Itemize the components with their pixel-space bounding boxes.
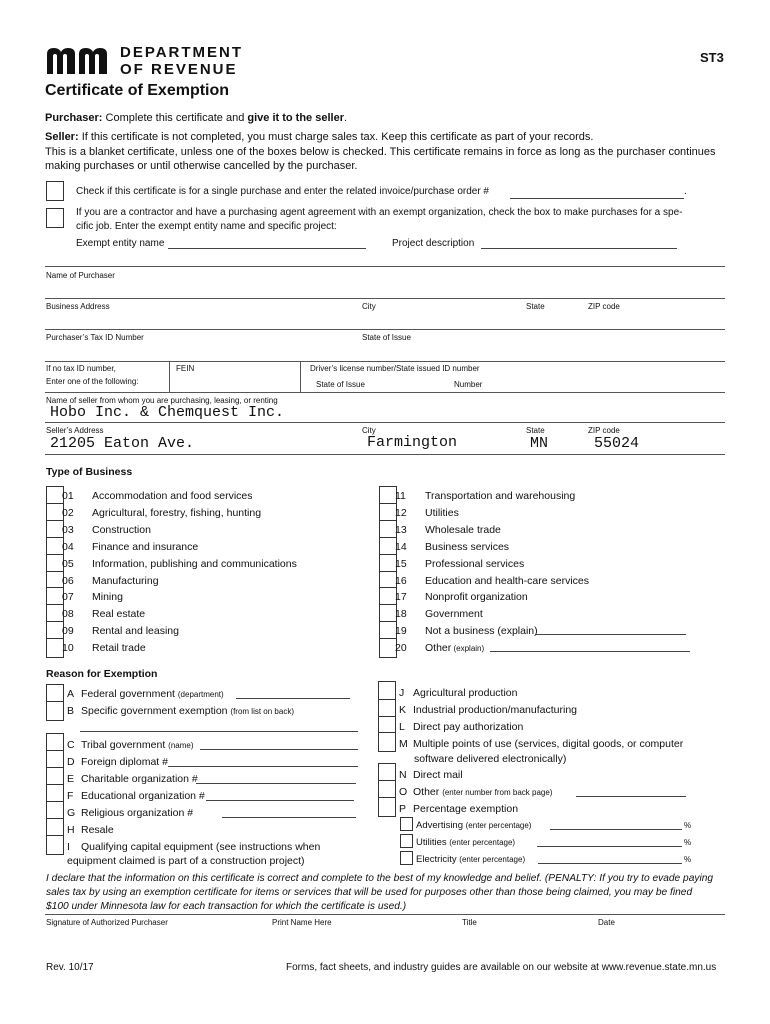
business-item-label: Wholesale trade — [425, 523, 501, 536]
reason-g-field[interactable] — [222, 817, 356, 818]
advertising-checkbox[interactable] — [400, 817, 413, 831]
no-tax-id-label-1: If no tax ID number, — [46, 364, 116, 373]
invoice-number-field[interactable] — [510, 198, 684, 199]
business-item-10 — [62, 642, 146, 654]
seller-address-label: Seller’s Address — [46, 426, 104, 435]
dl-number-label: Number — [454, 380, 483, 389]
reason-f-label: Educational organization # — [81, 790, 205, 802]
reason-d-field[interactable] — [168, 766, 358, 767]
business-item-11 — [395, 490, 575, 502]
logo-text-1: DEPARTMENT — [120, 44, 244, 61]
reason-o-label: Other — [413, 786, 440, 798]
reason-e — [67, 773, 198, 785]
business-item-number: 07 — [62, 591, 74, 604]
business-item-14 — [395, 541, 509, 553]
utilities-checkbox[interactable] — [400, 834, 413, 848]
business-item-number: 18 — [395, 608, 407, 621]
business-item-13 — [395, 524, 501, 536]
exempt-entity-label: Exempt entity name — [76, 238, 165, 249]
reason-d-label: Foreign diplomat # — [81, 756, 168, 768]
reason-b-letter: B — [67, 705, 75, 717]
utilities-pct-field[interactable] — [537, 846, 682, 847]
seller-state-value[interactable]: MN — [530, 435, 549, 452]
business-item-04 — [62, 541, 198, 553]
reason-d — [67, 756, 168, 768]
reason-n-label: Direct mail — [413, 769, 463, 781]
reason-p-checkbox[interactable] — [378, 797, 396, 817]
reason-g-letter: G — [67, 807, 76, 819]
utilities-label: Utilities — [416, 837, 447, 848]
reason-c — [67, 739, 194, 751]
mn-logo-mark — [45, 44, 117, 76]
reason-o — [399, 786, 552, 798]
business-item-number: 19 — [395, 625, 407, 638]
signature-label: Signature of Authorized Purchaser — [46, 918, 168, 927]
not-business-explain-field[interactable] — [536, 634, 686, 635]
reason-h-letter: H — [67, 824, 75, 836]
business-item-03 — [62, 524, 151, 536]
project-field[interactable] — [481, 248, 677, 249]
reason-j-letter: J — [399, 687, 405, 699]
reason-l — [399, 721, 523, 733]
business-item-label: Utilities — [425, 506, 459, 519]
reason-e-label: Charitable organization # — [81, 773, 198, 785]
reason-i-letter: I — [67, 841, 70, 853]
business-item-label: Manufacturing — [92, 574, 159, 587]
reason-c-letter: C — [67, 739, 75, 751]
single-purchase-checkbox[interactable] — [46, 181, 64, 201]
business-item-label: Information, publishing and communications — [92, 557, 297, 570]
electricity-pct-unit: % — [684, 855, 692, 864]
business-item-09 — [62, 625, 179, 637]
reason-l-letter: L — [399, 721, 405, 733]
business-item-number: 12 — [395, 506, 407, 519]
business-item-17 — [395, 591, 528, 603]
business-item-label: Accommodation and food services — [92, 490, 253, 502]
purchaser-text-c: . — [343, 112, 348, 124]
reason-o-letter: O — [399, 786, 408, 798]
reason-n — [399, 769, 463, 781]
seller-name-label: Name of seller from whom you are purchasing, leasing, or renting — [46, 396, 278, 405]
reason-h-label: Resale — [81, 824, 114, 836]
fein-label: FEIN — [176, 364, 195, 373]
reason-heading: Reason for Exemption — [46, 668, 158, 680]
business-item-15 — [395, 558, 524, 570]
seller-address-value[interactable]: 21205 Eaton Ave. — [50, 435, 195, 452]
business-item-number: 04 — [62, 540, 74, 553]
form-code: ST3 — [700, 50, 724, 65]
utilities-item — [416, 837, 515, 848]
business-item-number: 01 — [62, 490, 74, 502]
reason-c-field[interactable] — [200, 749, 358, 750]
business-item-number: 16 — [395, 574, 407, 587]
business-address-label: Business Address — [46, 302, 110, 311]
date-label: Date — [598, 918, 615, 927]
seller-city-label: City — [362, 426, 376, 435]
reason-m-checkbox[interactable] — [378, 732, 396, 752]
business-item-label: Mining — [92, 591, 123, 604]
business-item-label: Retail trade — [92, 642, 146, 655]
seller-state-label: State — [526, 426, 545, 435]
reason-k — [399, 704, 577, 716]
business-item-08 — [62, 608, 145, 620]
seller-label: Seller: — [45, 131, 79, 143]
reason-m-line2: software delivered electronically) — [414, 753, 567, 765]
reason-b-field[interactable] — [80, 731, 358, 732]
reason-p — [399, 803, 518, 815]
page-title: Certificate of Exemption — [45, 82, 230, 99]
state-of-issue-label: State of Issue — [362, 333, 411, 342]
reason-a — [67, 688, 224, 700]
zip-label: ZIP code — [588, 302, 620, 311]
reason-i-checkbox[interactable] — [46, 835, 64, 855]
reason-h — [67, 824, 114, 836]
reason-a-small: (department) — [177, 690, 224, 699]
utilities-pct-unit: % — [684, 838, 692, 847]
footer-note: Forms, fact sheets, and industry guides are available on our website at www.revenue.state.mn.us — [286, 962, 717, 973]
business-item-number: 20 — [395, 642, 407, 655]
electricity-checkbox[interactable] — [400, 851, 413, 865]
business-item-05 — [62, 558, 297, 570]
blanket-line-2: making purchases or until otherwise cancelled by the purchaser. — [45, 160, 358, 172]
business-item-number: 15 — [395, 557, 407, 570]
single-purchase-text: Check if this certificate is for a single purchase and enter the related invoice/purchase order # — [76, 186, 489, 197]
seller-city-value[interactable]: Farmington — [367, 434, 458, 451]
reason-e-letter: E — [67, 773, 75, 785]
mn-logo — [45, 44, 117, 81]
seller-zip-value[interactable]: 55024 — [594, 435, 640, 452]
reason-j — [399, 687, 517, 699]
city-label: City — [362, 302, 376, 311]
business-item-18 — [395, 608, 483, 620]
advertising-small: (enter percentage) — [465, 821, 532, 830]
dl-label: Driver’s license number/State issued ID number — [310, 364, 480, 373]
business-item-label: Real estate — [92, 608, 146, 621]
reason-k-label: Industrial production/manufacturing — [413, 704, 578, 716]
business-item-number: 06 — [62, 574, 74, 587]
business-item-label: Other — [425, 642, 452, 655]
advertising-pct-unit: % — [684, 821, 692, 830]
seller-name-value[interactable]: Hobo Inc. & Chemquest Inc. — [50, 404, 285, 421]
reason-i — [67, 841, 320, 853]
reason-k-letter: K — [399, 704, 407, 716]
business-item-01 — [62, 490, 253, 502]
business-item-label: Professional services — [425, 557, 525, 570]
title-label: Title — [462, 918, 477, 927]
reason-i-line2: equipment claimed is part of a construction project) — [67, 855, 305, 867]
reason-a-label: Federal government — [81, 688, 175, 700]
reason-g-label: Religious organization # — [81, 807, 194, 819]
business-item-number: 13 — [395, 523, 407, 536]
business-item-label: Agricultural, forestry, fishing, hunting — [92, 506, 262, 519]
reason-b-checkbox[interactable] — [46, 701, 64, 721]
contractor-text-1: If you are a contractor and have a purchasing agent agreement with an exempt organization, check the box to make purchases for a spe- — [76, 207, 683, 218]
project-label: Project description — [392, 238, 475, 249]
reason-c-small: (name) — [168, 741, 194, 750]
purchaser-label: Purchaser: — [45, 112, 103, 124]
reason-p-label: Percentage exemption — [413, 803, 519, 815]
business-item-number: 09 — [62, 625, 74, 638]
business-item-06 — [62, 575, 159, 587]
business-item-label: Government — [425, 608, 483, 621]
business-item-number: 08 — [62, 608, 74, 621]
blanket-line-1: This is a blanket certificate, unless one of the boxes below is checked. This certificate remains in force as long as the purchaser continues — [45, 146, 716, 158]
business-item-07 — [62, 591, 123, 603]
business-item-02 — [62, 507, 261, 519]
reason-m — [399, 738, 683, 750]
electricity-item — [416, 854, 525, 865]
business-item-label: Education and health-care services — [425, 574, 590, 587]
business-item-16 — [395, 575, 589, 587]
reason-d-letter: D — [67, 756, 75, 768]
reason-b-label: Specific government exemption — [81, 705, 228, 717]
business-item-label: Construction — [92, 523, 151, 536]
business-item-number: 05 — [62, 557, 74, 570]
advertising-pct-field[interactable] — [550, 829, 682, 830]
business-item-note: (explain) — [451, 644, 485, 654]
business-item-number: 10 — [62, 642, 74, 655]
reason-c-label: Tribal government — [81, 739, 166, 751]
reason-o-small: (enter number from back page) — [442, 788, 553, 797]
purchaser-name-label: Name of Purchaser — [46, 271, 115, 280]
electricity-small: (enter percentage) — [459, 855, 526, 864]
advertising-label: Advertising — [416, 820, 463, 831]
business-item-number: 11 — [395, 490, 406, 502]
business-item-number: 14 — [395, 540, 407, 553]
electricity-pct-field[interactable] — [538, 863, 682, 864]
logo-text-2: OF REVENUE — [120, 61, 238, 78]
reason-a-field[interactable] — [236, 698, 350, 699]
business-item-label: Nonprofit organization — [425, 591, 528, 604]
utilities-small: (enter percentage) — [449, 838, 516, 847]
reason-j-label: Agricultural production — [413, 687, 518, 699]
contractor-text-2: cific job. Enter the exempt entity name and specific project: — [76, 221, 337, 232]
reason-m-letter: M — [399, 738, 408, 750]
business-item-number: 17 — [395, 591, 407, 604]
tax-id-label: Purchaser’s Tax ID Number — [46, 333, 144, 342]
electricity-label: Electricity — [416, 854, 457, 865]
reason-f-field[interactable] — [206, 800, 354, 801]
reason-e-field[interactable] — [196, 783, 356, 784]
state-label: State — [526, 302, 545, 311]
revision: Rev. 10/17 — [46, 962, 94, 973]
business-item-number: 02 — [62, 506, 74, 519]
other-explain-field[interactable] — [490, 651, 690, 652]
contractor-checkbox[interactable] — [46, 208, 64, 228]
declaration-line-1: I declare that the information on this certificate is correct and complete to the best of my knowledge and belief. (PENALTY: If you try to evade paying — [46, 873, 714, 884]
business-item-number: 03 — [62, 523, 74, 536]
reason-o-field[interactable] — [576, 796, 686, 797]
purchaser-instructions — [45, 112, 347, 124]
reason-a-letter: A — [67, 688, 75, 700]
business-item-12 — [395, 507, 459, 519]
seller-zip-label: ZIP code — [588, 426, 620, 435]
dl-state-label: State of Issue — [316, 380, 365, 389]
exempt-entity-field[interactable] — [168, 248, 366, 249]
reason-f — [67, 790, 205, 802]
business-item-20 — [395, 642, 484, 654]
declaration-line-3: $100 under Minnesota law for each transaction for which the certificate is used.) — [46, 901, 407, 912]
seller-instructions — [45, 131, 593, 143]
seller-text: If this certificate is not completed, you must charge sales tax. Keep this certificate as part of your records. — [78, 131, 594, 143]
reason-i-label: Qualifying capital equipment (see instructions when — [81, 841, 321, 853]
reason-g — [67, 807, 193, 819]
business-item-19 — [395, 625, 538, 637]
reason-f-letter: F — [67, 790, 74, 802]
reason-l-label: Direct pay authorization — [413, 721, 524, 733]
business-item-label: Finance and insurance — [92, 540, 199, 553]
print-name-label: Print Name Here — [272, 918, 332, 927]
reason-j-checkbox[interactable] — [378, 681, 396, 701]
reason-p-letter: P — [399, 803, 407, 815]
reason-b-small: (from list on back) — [230, 707, 294, 716]
business-item-label: Not a business (explain) — [425, 625, 538, 638]
reason-n-letter: N — [399, 769, 407, 781]
business-heading: Type of Business — [46, 466, 133, 478]
advertising-item — [416, 820, 531, 831]
reason-m-label: Multiple points of use (services, digital goods, or computer — [413, 738, 684, 750]
purchaser-text-b: give it to the seller — [247, 112, 344, 124]
business-item-label: Business services — [425, 540, 510, 553]
business-item-label: Rental and leasing — [92, 625, 179, 638]
invoice-end: . — [684, 186, 687, 197]
reason-b — [67, 705, 294, 717]
declaration-line-2: sales tax by using an exemption certificate for items or services that will be used for purposes other than those being claimed, you may be fined — [46, 887, 693, 898]
purchaser-text-a: Complete this certificate and — [102, 112, 248, 124]
no-tax-id-label-2: Enter one of the following: — [46, 377, 139, 386]
business-item-label: Transportation and warehousing — [425, 490, 576, 502]
